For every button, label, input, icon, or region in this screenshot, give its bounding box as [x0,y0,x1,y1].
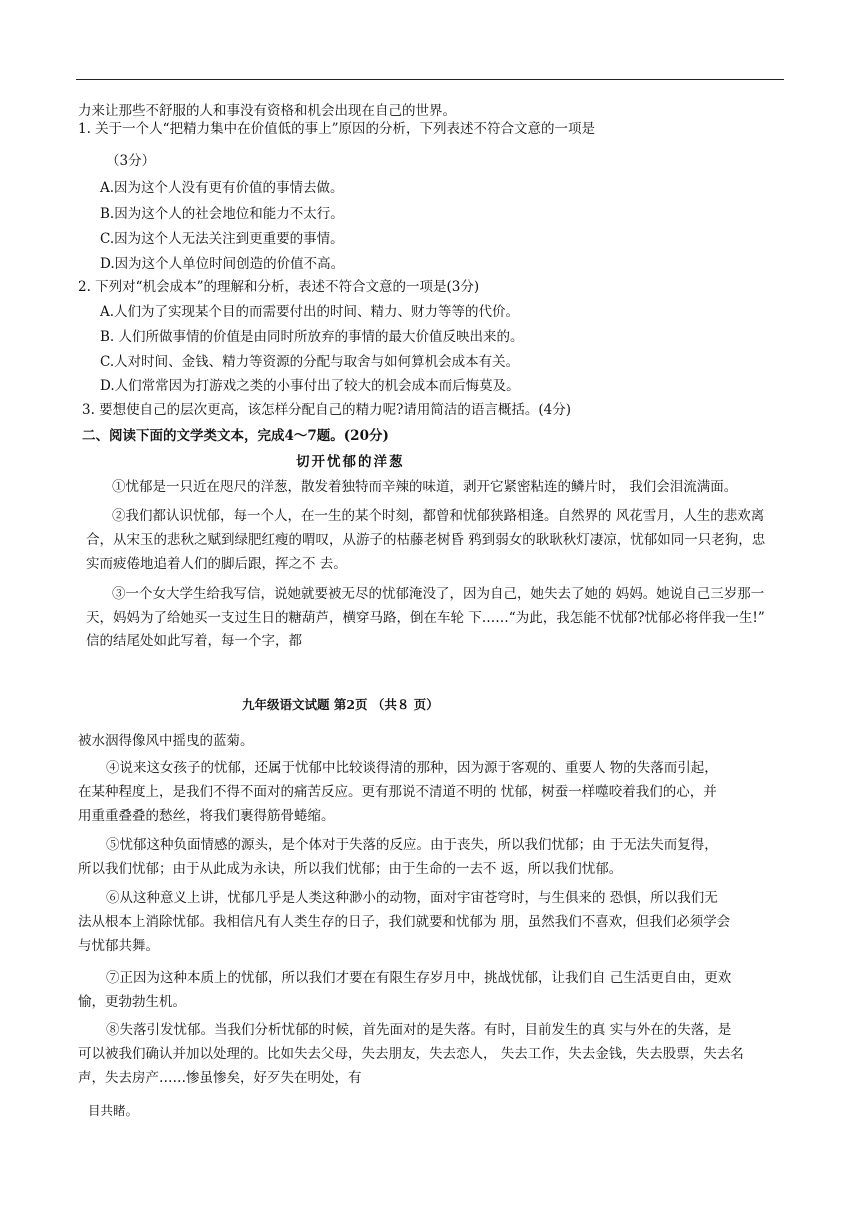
paragraph-3-line-3: 信的结尾处如此写着，每一个字，都 [86,633,302,649]
question-2-option-c: C.人对时间、金钱、精力等资源的分配与取舍与如何算机会成本有关。 [100,354,520,370]
paragraph-4-line-1: ④说来这女孩子的忧郁，还属于忧郁中比较谈得清的那种，因为源于客观的、重要人 物的失落而引起， [106,760,718,776]
paragraph-2-line-1: ②我们都认识忧郁，每一个人，在一生的某个时刻，都曾和忧郁狭路相逢。自然界的 风花雪月，人生的悲欢离 [112,508,765,524]
paragraph-4-line-3: 用重重叠叠的愁丝，将我们裹得筋骨蜷缩。 [78,808,335,824]
paragraph-5-line-1: ⑤忧郁这种负面情感的源头，是个体对于失落的反应。由于丧失，所以我们忧郁；由 于无法失而复得， [106,837,718,853]
question-2-option-a: A.人们为了实现某个目的而需要付出的时间、精力、财力等等的代价。 [100,304,520,320]
question-1-option-d: D.因为这个人单位时间创造的价值不高。 [100,256,345,272]
paragraph-6-line-2: 法从根本上消除忧郁。我相信凡有人类生存的日子，我们就要和忧郁为 朋，虽然我们不喜欢，但我们必须学会 [78,914,731,930]
paragraph-7-line-1: ⑦正因为这种本质上的忧郁，所以我们才要在有限生存岁月中，挑战忧郁，让我们自 己生活更自由，更欢 [106,970,732,986]
question-1-points: （3分） [106,153,156,169]
question-3: 3. 要想使自己的层次更高，该怎样分配自己的精力呢?请用简洁的语言概括。(4分) [82,402,572,418]
paragraph-2-line-3: 实而疲倦地追着人们的脚后跟，挥之不 去。 [86,556,347,572]
page-2-tail-line: 目共睹。 [88,1103,139,1118]
paragraph-1: ①忧郁是一只近在咫尺的洋葱，散发着独特而辛辣的味道，剥开它紧密粘连的鳞片时， 我们会泪流满面。 [112,479,738,495]
paragraph-8-line-3: 声，失去房产……惨虽惨矣，好歹失在明处，有 [78,1070,362,1086]
header-rule [76,79,784,80]
paragraph-6-line-3: 与忧郁共舞。 [78,938,159,954]
page-footer: 九年级语文试题 第2页 （共８ 页） [242,697,439,712]
paragraph-3-line-2: 天，妈妈为了给她买一支过生日的糖葫芦，横穿马路，倒在车轮 下……“为此，我怎能不忧郁?忧郁必将伴我一生!” [86,610,765,626]
paragraph-8-line-1: ⑧失落引发忧郁。当我们分析忧郁的时候，首先面对的是失落。有时，目前发生的真 实与外在的失落，是 [106,1022,732,1038]
question-2-option-d: D.人们常常因为打游戏之类的小事付出了较大的机会成本而后悔莫及。 [100,378,520,394]
paragraph-7-line-2: 愉，更勃勃生机。 [78,994,186,1010]
section-2-heading: 二、阅读下面的文学类文本，完成4～7题。(20分) [82,428,389,444]
question-2-stem: 2. 下列对“机会成本”的理解和分析，表述不符合文意的一项是(3分) [78,279,480,295]
paragraph-3-line-1: ③一个女大学生给我写信，说她就要被无尽的忧郁淹没了，因为自己，她失去了她的 妈妈。她说自己三岁那一 [112,586,765,602]
continuation-line: 力来让那些不舒服的人和事没有资格和机会出现在自己的世界。 [78,103,456,119]
question-1-option-c: C.因为这个人无法关注到更重要的事情。 [100,231,344,247]
article-title: 切开忧郁的洋葱 [296,454,405,470]
paragraph-4-line-2: 在某种程度上，是我们不得不面对的痛苦反应。更有那说不清道不明的 忧郁，树蚕一样噬咬着我们的心，并 [78,784,717,800]
paragraph-2-line-2: 合，从宋玉的悲秋之赋到绿肥红瘦的喟叹，从游子的枯藤老树昏 鸦到弱女的耿耿秋灯凄凉，忧郁如同一只老狗，忠 [86,532,766,548]
question-1-option-b: B.因为这个人的社会地位和能力不太行。 [100,206,344,222]
question-2-option-b: B. 人们所做事情的价值是由同时所放弃的事情的最大价值反映出来的。 [100,329,524,345]
paragraph-6-line-1: ⑥从这种意义上讲，忧郁几乎是人类这种渺小的动物，面对宇宙苍穹时，与生俱来的 恐惧，所以我们无 [106,890,718,906]
page-2-lead-line: 被水洇得像风中摇曳的蓝菊。 [78,733,254,749]
paragraph-5-line-2: 所以我们忧郁；由于从此成为永诀，所以我们忧郁；由于生命的一去不 返，所以我们忧郁。 [78,861,623,877]
question-1-option-a: A.因为这个人没有更有价值的事情去做。 [100,180,344,196]
question-1-stem: 1. 关于一个人“把精力集中在价值低的事上”原因的分析，下列表述不符合文意的一项是 [78,121,595,137]
paragraph-8-line-2: 可以被我们确认并加以处理的。比如失去父母，失去朋友，失去恋人， 失去工作，失去金钱，失去股票，失去名 [78,1046,744,1062]
